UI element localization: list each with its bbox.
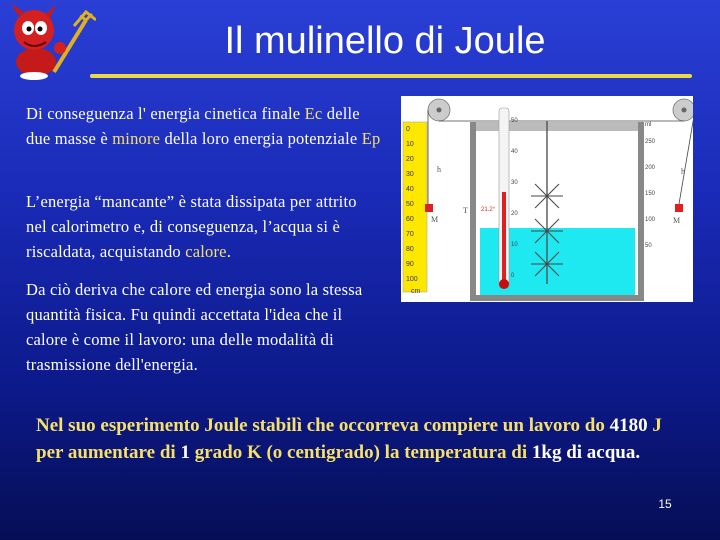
scale-label: 40 [406, 186, 414, 193]
right-mass [675, 204, 683, 212]
thermo-label: 30 [511, 180, 518, 186]
paragraph-heat-work: Da ciò deriva che calore ed energia sono la stessa quantità fisica. Fu quindi accettata l'idea che il calore è come il lavoro: una delle modalità di trasmissione dell'energia. [26, 280, 363, 374]
p1-text-c: delle due masse è [26, 104, 360, 148]
conclusion-e: grado K (o centigrado) la temperatura di [189, 442, 532, 463]
scale-label: 80 [406, 246, 414, 253]
thermo-label: 0 [511, 273, 515, 279]
conclusion-value-1kg: 1kg di acqua. [531, 442, 641, 463]
conclusion-a: Nel suo esperimento Joule stabilì che occorreva compiere un lavoro do [36, 415, 610, 436]
ml-label: 200 [645, 165, 656, 171]
conclusion-text [36, 412, 676, 466]
label-h-right: h [681, 167, 685, 176]
page-number: 15 [658, 497, 672, 511]
p1-text-e: della loro energia potenziale [160, 129, 362, 148]
p1-text-a: Di conseguenza l' energia cinetica finale [26, 104, 305, 123]
p1-term-ep: Ep [361, 129, 381, 148]
scale-label: 50 [406, 201, 414, 208]
thermo-label: 40 [511, 149, 518, 155]
scale-label: 90 [406, 261, 414, 268]
label-M-left: M [431, 215, 439, 224]
p2-text-c: . [226, 242, 232, 261]
left-mass [425, 204, 433, 212]
paragraph-kinetic-energy [26, 101, 381, 151]
label-T: T [463, 206, 468, 215]
scale-label: 70 [406, 231, 414, 238]
scale-label: 10 [406, 141, 414, 148]
title-underline [90, 74, 692, 78]
ml-label: 100 [645, 217, 656, 223]
p2-term-calore: calore [185, 242, 227, 261]
ml-label: 50 [645, 243, 652, 249]
temperature-reading: 21.2° [481, 207, 496, 213]
p1-term-minore: minore [112, 129, 161, 148]
conclusion-c: J per aumentare di [36, 415, 662, 463]
scale-label: 20 [406, 156, 414, 163]
ml-label: ml [645, 122, 652, 128]
paragraph-missing-energy [26, 189, 381, 264]
ml-label: 150 [645, 191, 656, 197]
label-M-right: M [673, 216, 681, 225]
scale-label: cm [411, 288, 421, 295]
conclusion-value-1: 1 [180, 442, 190, 463]
thermo-label: 10 [511, 242, 518, 248]
joule-apparatus-diagram [401, 96, 693, 302]
p1-term-ec: Ec [304, 104, 323, 123]
scale-label: 60 [406, 216, 414, 223]
page-title: Il mulinello di Joule [224, 20, 546, 62]
scale-label: 30 [406, 171, 414, 178]
freebsd-daemon-logo [4, 2, 96, 80]
p2-text-a: L’energia “mancante” è stata dissipata per attrito nel calorimetro e, di conseguenza, l’acqua si è riscaldata, acquistando [26, 192, 357, 261]
label-h-left: h [437, 165, 441, 174]
scale-label: 0 [406, 126, 410, 133]
scale-label: 100 [406, 276, 418, 283]
ml-label: 250 [645, 139, 656, 145]
conclusion-value-4180: 4180 [609, 415, 648, 436]
thermo-label: 20 [511, 211, 518, 217]
thermo-label: 50 [511, 118, 518, 124]
